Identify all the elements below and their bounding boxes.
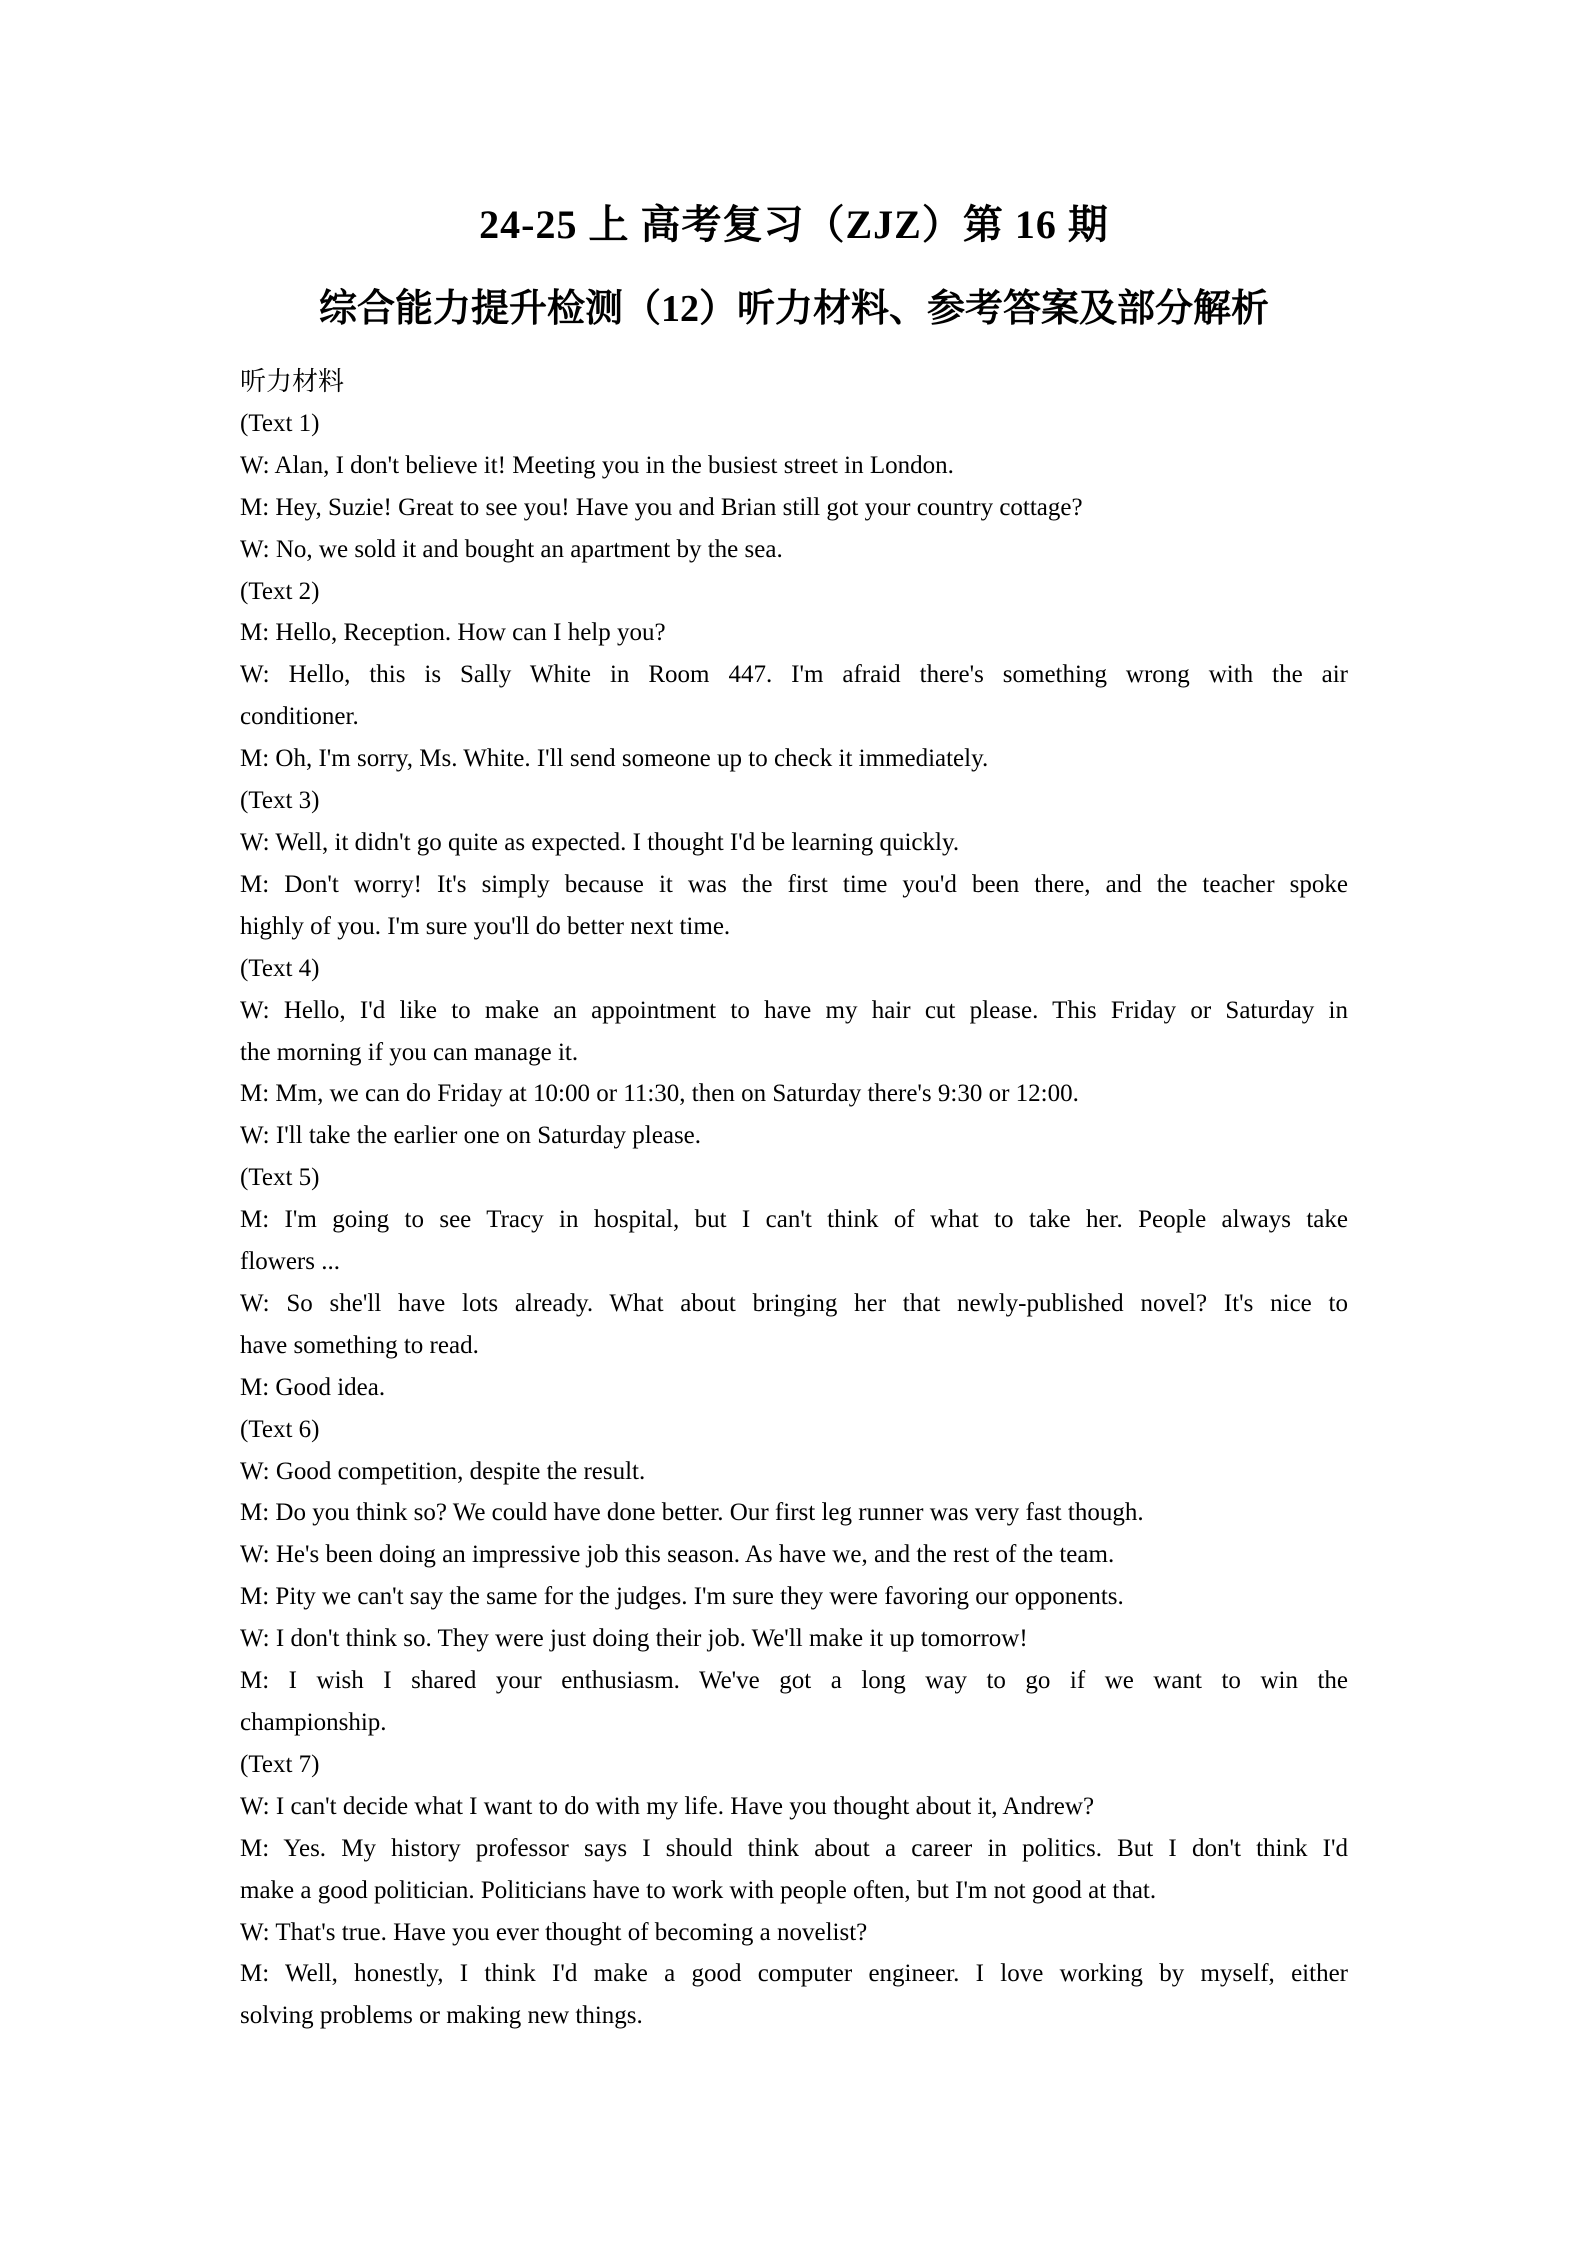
text-7-label: (Text 7) xyxy=(240,1750,320,1778)
document-subtitle: 综合能力提升检测（12）听力材料、参考答案及部分解析 xyxy=(318,288,1269,330)
dialogue-line: W: He's been doing an impressive job this season. As have we, and the rest of the team. xyxy=(240,1541,1115,1569)
dialogue-continuation-line: solving problems or making new things. xyxy=(240,2002,643,2030)
dialogue-line: M: Yes. My history professor says I should think about a career in politics. But I don't think I'd xyxy=(240,1834,1348,1862)
dialogue-line: M: Hey, Suzie! Great to see you! Have you and Brian still got your country cottage? xyxy=(240,493,1083,521)
dialogue-line: W: Hello, this is Sally White in Room 447. I'm afraid there's something wrong with the air xyxy=(240,661,1348,689)
transcript-body xyxy=(240,361,1348,2037)
dialogue-line: M: Pity we can't say the same for the judges. I'm sure they were favoring our opponents. xyxy=(240,1583,1124,1611)
dialogue-line: M: Oh, I'm sorry, Ms. White. I'll send someone up to check it immediately. xyxy=(240,745,989,773)
dialogue-line: W: Good competition, despite the result. xyxy=(240,1457,646,1485)
text-2-label: (Text 2) xyxy=(240,577,320,605)
text-5-label: (Text 5) xyxy=(240,1164,320,1192)
dialogue-line: M: Do you think so? We could have done better. Our first leg runner was very fast though. xyxy=(240,1499,1144,1527)
text-6-label: (Text 6) xyxy=(240,1415,320,1443)
document-title: 24-25 上 高考复习（ZJZ）第 16 期 xyxy=(479,202,1109,247)
dialogue-line: W: No, we sold it and bought an apartment by the sea. xyxy=(240,535,783,563)
dialogue-line: M: I wish I shared your enthusiasm. We've got a long way to go if we want to win the xyxy=(240,1667,1348,1695)
dialogue-line: W: Alan, I don't believe it! Meeting you in the busiest street in London. xyxy=(240,451,954,479)
listening-material-heading: 听力材料 xyxy=(240,367,345,396)
dialogue-line: M: Well, honestly, I think I'd make a good computer engineer. I love working by myself, either xyxy=(240,1960,1348,1988)
dialogue-continuation-line: championship. xyxy=(240,1709,387,1736)
dialogue-continuation-line: the morning if you can manage it. xyxy=(240,1038,579,1066)
dialogue-line: M: Mm, we can do Friday at 10:00 or 11:30, then on Saturday there's 9:30 or 12:00. xyxy=(240,1080,1079,1108)
dialogue-line: W: That's true. Have you ever thought of becoming a novelist? xyxy=(240,1918,868,1946)
text-3-label: (Text 3) xyxy=(240,787,320,815)
dialogue-line: M: Don't worry! It's simply because it was the first time you'd been there, and the teacher spoke xyxy=(240,870,1348,898)
dialogue-continuation-line: make a good politician. Politicians have to work with people often, but I'm not good at that. xyxy=(240,1876,1157,1904)
dialogue-line: W: I don't think so. They were just doing their job. We'll make it up tomorrow! xyxy=(240,1625,1028,1653)
text-4-label: (Text 4) xyxy=(240,954,320,982)
dialogue-line: M: Hello, Reception. How can I help you? xyxy=(240,619,666,647)
dialogue-continuation-line: flowers ... xyxy=(240,1248,340,1276)
dialogue-line: W: Hello, I'd like to make an appointment to have my hair cut please. This Friday or Saturday in xyxy=(240,996,1348,1024)
dialogue-line: W: I can't decide what I want to do with my life. Have you thought about it, Andrew? xyxy=(240,1792,1095,1820)
dialogue-continuation-line: highly of you. I'm sure you'll do better next time. xyxy=(240,912,731,940)
dialogue-line: W: Well, it didn't go quite as expected. I thought I'd be learning quickly. xyxy=(240,828,960,856)
dialogue-line: W: I'll take the earlier one on Saturday please. xyxy=(240,1122,702,1150)
dialogue-continuation-line: have something to read. xyxy=(240,1331,479,1359)
dialogue-line: M: I'm going to see Tracy in hospital, but I can't think of what to take her. People always take xyxy=(240,1206,1348,1234)
dialogue-line: M: Good idea. xyxy=(240,1373,386,1401)
text-1-label: (Text 1) xyxy=(240,409,320,437)
dialogue-line: W: So she'll have lots already. What about bringing her that newly-published novel? It's nice to xyxy=(240,1289,1348,1317)
dialogue-continuation-line: conditioner. xyxy=(240,703,359,731)
